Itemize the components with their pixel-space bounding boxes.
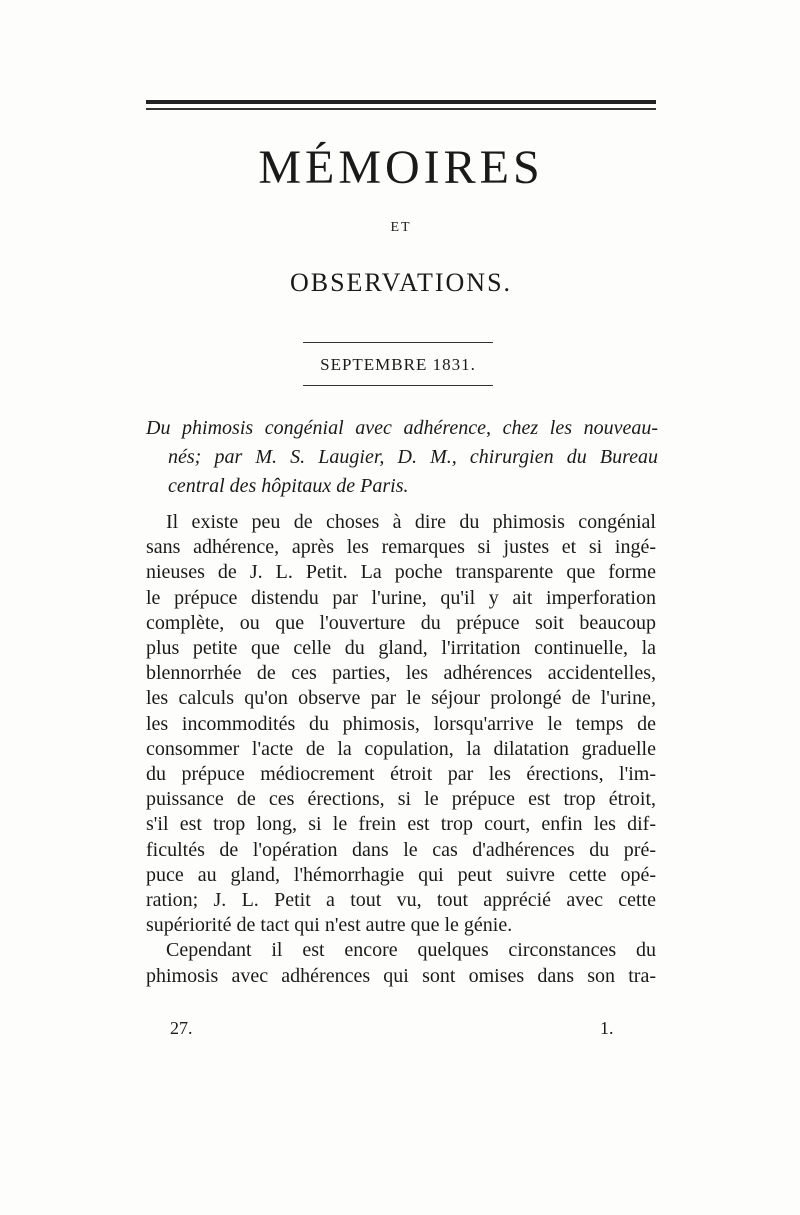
body-line: consommer l'acte de la copulation, la dilatation graduelle xyxy=(146,737,656,760)
header-rule-thin xyxy=(146,108,656,110)
header-double-rule xyxy=(146,100,656,112)
date-rule-bottom xyxy=(303,385,493,386)
header-rule-thick xyxy=(146,100,656,104)
body-line: complète, ou que l'ouverture du prépuce soit beaucoup xyxy=(146,611,656,634)
body-line: Cependant il est encore quelques circonstances du xyxy=(166,939,656,962)
article-body xyxy=(146,510,656,989)
page-subtitle: OBSERVATIONS. xyxy=(289,268,513,297)
article-heading-line: nés; par M. S. Laugier, D. M., chirurgien du Bureau xyxy=(168,446,658,468)
body-line: supériorité de tact qui n'est autre que le génie. xyxy=(146,914,513,937)
body-line: nieuses de J. L. Petit. La poche transparente que forme xyxy=(146,561,656,584)
issue-date: SEPTEMBRE 1831. xyxy=(320,355,476,374)
body-line: plus petite que celle du gland, l'irritation continuelle, la xyxy=(146,637,656,660)
body-line: sans adhérence, après les remarques si justes et si ingé- xyxy=(146,536,656,559)
title-conjunction: ET xyxy=(390,220,412,235)
body-line: les calculs qu'on observe par le séjour prolongé de l'urine, xyxy=(146,687,656,710)
body-line: le prépuce distendu par l'urine, qu'il y ait imperforation xyxy=(146,586,656,609)
article-heading xyxy=(146,414,658,501)
body-line: phimosis avec adhérences qui sont omises dans son tra- xyxy=(146,964,656,987)
body-line: puissance de ces érections, si le prépuce est trop étroit, xyxy=(146,788,656,811)
folio-number: 27. xyxy=(170,1018,193,1038)
date-rule-top xyxy=(303,342,493,343)
body-line: ration; J. L. Petit a tout vu, tout apprécié avec cette xyxy=(146,889,656,912)
date-block xyxy=(303,342,493,386)
body-line: blennorrhée de ces parties, les adhérences accidentelles, xyxy=(146,662,656,685)
body-line: s'il est trop long, si le frein est trop court, enfin les dif- xyxy=(146,813,656,836)
article-heading-line: central des hôpitaux de Paris. xyxy=(168,475,409,497)
page-title: MÉMOIRES xyxy=(258,141,544,194)
body-line: Il existe peu de choses à dire du phimosis congénial xyxy=(166,511,656,533)
body-line: ficultés de l'opération dans le cas d'adhérences du pré- xyxy=(146,838,656,861)
body-line: puce au gland, l'hémorrhagie qui peut suivre cette opé- xyxy=(146,863,656,886)
body-line: les incommodités du phimosis, lorsqu'arrive le temps de xyxy=(146,712,656,735)
article-heading-line: Du phimosis congénial avec adhérence, chez les nouveau- xyxy=(146,417,658,439)
signature-mark: 1. xyxy=(600,1018,614,1038)
body-line: du prépuce médiocrement étroit par les érections, l'im- xyxy=(146,763,656,786)
